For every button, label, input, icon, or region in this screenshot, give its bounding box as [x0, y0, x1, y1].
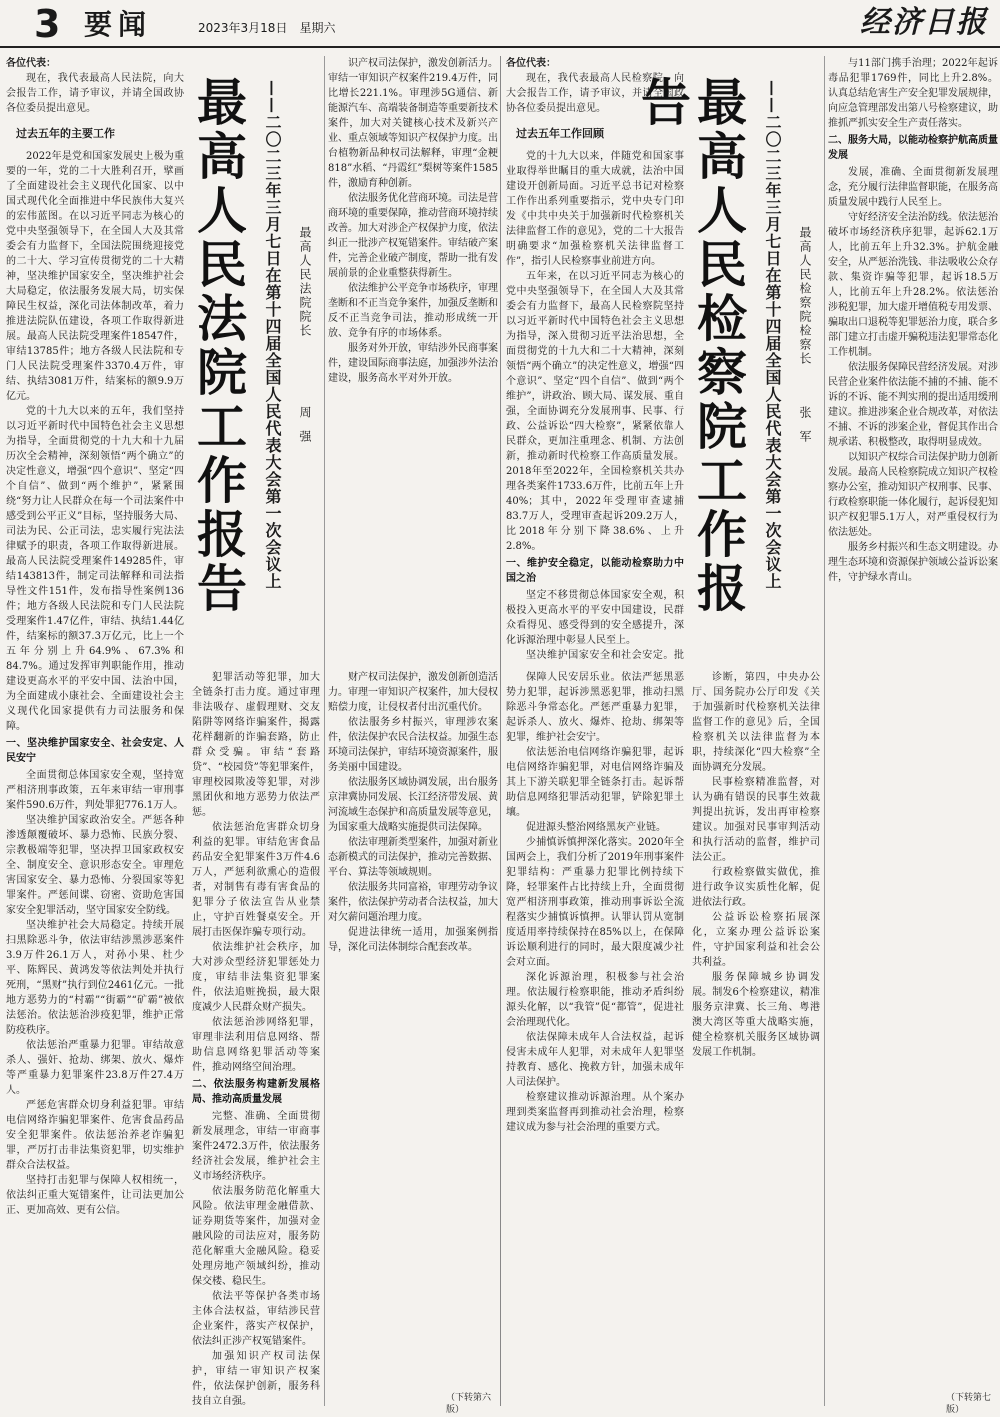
body-paragraph: 严惩危害群众切身利益犯罪。审结电信网络诈骗犯罪案件、危害食品药品安全犯罪案件。依法惩治养老诈骗犯罪，严厉打击非法集资犯罪，切实维护群众合法权益。	[6, 1100, 184, 1171]
body-paragraph: 少捕慎诉慎押深化落实。2020年全国两会上，我们分析了2019年刑事案件犯罪结构：严重暴力犯罪比例持续下降，轻罪案件占比持续上升，全面贯彻宽严相济刑事政策，推动刑事诉讼全流程落实少捕慎诉慎押。认罪认罚从宽制度适用率持续保持在85%以上，在保障诉讼顺利进行的同时，最大限度减少社会对立面。	[506, 837, 684, 968]
subheading: 二、服务大局，以能动检察护航高质量发展	[828, 135, 998, 161]
body-paragraph: 依法惩治严重暴力犯罪。审结故意杀人、强奸、抢劫、绑架、放火、爆炸等严重暴力犯罪案件23.8万件27.4万人。	[6, 1040, 184, 1096]
body-paragraph: 以知识产权综合司法保护助力创新发展。最高人民检察院成立知识产权检察办公室，推动知识产权刑事、民事、行政检察职能一体化履行，起诉侵犯知识产权犯罪5.1万人，对严重侵权行为依法惩处。	[828, 452, 998, 538]
body-paragraph: 依法审理新类型案件，加强对新业态新模式的司法保护，推动完善数据、平台、算法等领域规则。	[328, 837, 498, 878]
body-paragraph: 依法服务优化营商环境。司法是营商环境的重要保障，推动营商环境持续改善。加大对涉企产权保护力度，依法纠正一批涉产权冤错案件。审结破产案件，完善企业破产制度，帮助一批有发展前景的企业重整获得新生。	[328, 193, 498, 279]
body-paragraph: 依法服务防范化解重大风险。依法审理金融借款、证券期货等案件，加强对金融风险的司法应对，服务防范化解重大金融风险。稳妥处理房地产领域纠纷，推动保交楼、稳民生。	[192, 1186, 320, 1287]
article-column	[828, 56, 998, 1406]
body-paragraph: 坚持打击犯罪与保障人权相统一，依法纠正重大冤错案件，让司法更加公正、更加高效、更有公信。	[6, 1175, 184, 1216]
author-role: 最高人民检察院检察长	[798, 226, 812, 366]
body-paragraph: 服务保障城乡协调发展。制发6个检察建议，精准服务京津冀、长三角、粤港澳大湾区等重大战略实施，健全检察机关服务区域协调发展工作机制。	[692, 972, 820, 1058]
issue-date: 2023年3月18日 星期六	[198, 21, 336, 35]
body-paragraph: 识产权司法保护，激发创新活力。审结一审知识产权案件219.4万件，同比增长221.1%。审理涉5G通信、新能源汽车、高端装备制造等重要新技术案件，加大对关键核心技术及新兴产业、重点领域等知识产权保护力度。出台植物新品种权司法解释，审理“金粳818”水稻、“丹霞红”梨树等案件1585件，激励育种创新。	[328, 58, 498, 189]
body-paragraph: 现在，我代表最高人民检察院，向大会报告工作，请予审议，并请全国政协各位委员提出意见。	[506, 73, 684, 114]
continue-note: （下转第七版）	[946, 1393, 992, 1415]
newspaper-masthead: 经济日报	[860, 5, 988, 40]
body-paragraph: 依法保障未成年人合法权益，起诉侵害未成年人犯罪，对未成年人犯罪坚持教育、感化、挽救方针，加强未成年人司法保护。	[506, 1032, 684, 1088]
body-paragraph: 促进法律统一适用，加强案例指导，深化司法体制综合配套改革。	[328, 927, 498, 953]
body-paragraph: 党的十九大以来，伴随党和国家事业取得举世瞩目的重大成就，法治中国建设开创新局面。习近平总书记对检察工作作出系列重要指示，党中央专门印发《中共中央关于加强新时代检察机关法律监督工作的意见》，党的二十大报告明确要求“加强检察机关法律监督工作”，指引人民检察事业前进方向。	[506, 151, 684, 267]
article-subtitle: ——二〇二三年三月七日在第十四届全国人民代表大会第一次会议上	[763, 80, 782, 590]
body-paragraph: 现在，我代表最高人民法院，向大会报告工作，请予审议，并请全国政协各位委员提出意见。	[6, 73, 184, 114]
body-paragraph: 依法服务乡村振兴，审理涉农案件，依法保护农民合法权益。加强生态环境司法保护，审结环境资源案件，服务美丽中国建设。	[328, 717, 498, 773]
body-paragraph: 依法维护社会秩序，加大对涉众型经济犯罪惩处力度，审结非法集资犯罪案件，依法追赃挽损，最大限度减少人民群众财产损失。	[192, 942, 320, 1013]
body-paragraph: 诊断，第四，中央办公厅、国务院办公厅印发《关于加强新时代检察机关法律监督工作的意见》后，全国检察机关以法律监督为本职，持续深化“四大检察”全面协调充分发展。	[692, 672, 820, 773]
article-title: 最高人民法院工作报告	[189, 76, 247, 616]
body-paragraph: 发展，准确、全面贯彻新发展理念，充分履行法律监督职能，在服务高质量发展中践行人民至上。	[828, 167, 998, 208]
article-column	[6, 56, 184, 1406]
author-name: 张军	[798, 406, 812, 454]
page-number: 3	[34, 2, 61, 46]
subheading: 一、维护安全稳定，以能动检察助力中国之治	[506, 558, 684, 584]
body-paragraph: 依法服务保障民营经济发展。对涉民营企业案件依法能不捕的不捕、能不诉的不诉、能不判实刑的提出适用缓刑建议。推进涉案企业合规改革，对依法不捕、不诉的涉案企业，督促其作出合规承诺、积极整改，取得明显成效。	[828, 362, 998, 448]
body-paragraph: 民事检察精准监督，对认为确有错误的民事生效裁判提出抗诉，发出再审检察建议。加强对民事审判活动和执行活动的监督，维护司法公正。	[692, 777, 820, 863]
body-paragraph: 依法平等保护各类市场主体合法权益，审结涉民营企业案件，落实产权保护，依法纠正涉产权冤错案件。	[192, 1291, 320, 1347]
salutation: 各位代表：	[6, 58, 56, 69]
body-paragraph: 2022年是党和国家发展史上极为重要的一年，党的二十大胜利召开，擘画了全面建设社会主义现代化国家、以中国式现代化全面推进中华民族伟大复兴的宏伟蓝图。在以习近平同志为核心的党中央坚强领导下，在全国人大及其常委会有力监督下，全国法院围绕迎接党的二十大、学习宣传贯彻党的二十大精神，坚决维护国家安全，坚决维护社会大局稳定，依法服务发展大局，切实保障民生权益，深化司法体制改革，着力推进法院队伍建设，各项工作取得新进展。最高人民法院受理案件18547件，审结13785件；地方各级人民法院和专门人民法院受理案件3370.4万件，审结、执结3081万件，结案标的额9.9万亿元。	[6, 151, 184, 402]
body-paragraph: 服务乡村振兴和生态文明建设。办理生态环境和资源保护领域公益诉讼案件，守护绿水青山。	[828, 542, 998, 583]
article-column	[506, 670, 684, 1406]
section-name: 要闻	[84, 8, 153, 41]
body-paragraph: 依法维护公平竞争市场秩序，审理垄断和不正当竞争案件，加强反垄断和反不正当竞争司法，推动形成统一开放、竞争有序的市场体系。	[328, 283, 498, 339]
article-column	[192, 670, 320, 1406]
author-name: 周强	[298, 406, 312, 454]
article-divider	[500, 56, 501, 1406]
section-heading: 过去五年的主要工作	[16, 127, 115, 140]
body-paragraph: 五年来，在以习近平同志为核心的党中央坚强领导下，在全国人大及其常委会有力监督下，最高人民检察院坚持以习近平新时代中国特色社会主义思想为指导，深入贯彻习近平法治思想，全面贯彻党的十九大和二十大精神，深刻领悟“两个确立”的决定性意义，增强“四个意识”、坚定“四个自信”、做到“两个维护”，讲政治、顾大局、谋发展、重自强，全面协调充分发展刑事、民事、行政、公益诉讼“四大检察”，紧紧依靠人民群众，更加注重理念、机制、方法创新，推动新时代检察工作高质量发展。2018年至2022年，全国检察机关共办理各类案件1733.6万件，比前五年上升40%；其中，2022年受理审查逮捕83.7万人，受理审查起诉209.2万人，比2018年分别下降38.6%、上升2.8%。	[506, 271, 684, 552]
body-paragraph: 守好经济安全法治防线。依法惩治破坏市场经济秩序犯罪，起诉62.1万人，比前五年上升32.3%。护航金融安全，从严惩治洗钱、非法吸收公众存款、集资诈骗等犯罪，起诉18.5万人，比前五年上升28.2%。依法惩治涉税犯罪，加大虚开增值税专用发票、骗取出口退税等犯罪惩治力度，联合多部门建立打击虚开骗税违法犯罪常态化工作机制。	[828, 212, 998, 358]
article-column	[328, 56, 498, 662]
page-header	[0, 0, 1000, 48]
body-paragraph: 坚定不移贯彻总体国家安全观，积极投入更高水平的平安中国建设，民群众看得见、感受得到的安全感提升，深化诉源治理中彰显人民至上。	[506, 590, 684, 646]
subheading: 二、依法服务构建新发展格局、推动高质量发展	[192, 1079, 320, 1105]
article-column	[692, 670, 820, 1390]
body-paragraph: 财产权司法保护，激发创新创造活力。审理一审知识产权案件，加大侵权赔偿力度，让侵权者付出沉重代价。	[328, 672, 498, 713]
procuratorate-report-article	[506, 56, 1000, 1415]
article-column	[328, 670, 498, 1390]
article-column	[506, 56, 684, 662]
title-block	[633, 56, 820, 666]
body-paragraph: 党的十九大以来的五年，我们坚持以习近平新时代中国特色社会主义思想为指导，全面贯彻党的十九大和十九届历次全会精神，深刻领悟“两个确立”的决定性意义，增强“四个意识”、坚定“四个自信”、做到“两个维护”，紧紧围绕“努力让人民群众在每一个司法案件中感受到公平正义”目标，坚持服务大局、司法为民、公正司法，忠实履行宪法法律赋予的职责，各项工作取得新进展。最高人民法院受理案件149285件，审结143813件，制定司法解释和司法指导性文件151件，发布指导性案例136件；地方各级人民法院和专门人民法院受理案件1.47亿件，审结、执结1.44亿件，结案标的额37.3万亿元，比上一个五年分别上升64.9%、67.3%和84.7%。通过发挥审判职能作用，推动建设更高水平的平安中国、法治中国，为全面建成小康社会、全面建设社会主义现代化国家提供有力司法服务和保障。	[6, 406, 184, 732]
body-paragraph: 犯罪活动等犯罪，加大全链条打击力度。通过审理非法吸存、虚假理财、交友陷阱等网络诈骗案件，揭露花样翻新的诈骗套路，防止群众受骗。审结“套路贷”、“校园贷”等犯罪案件，审理校园欺凌等犯罪，对涉黑团伙和地方恶势力依法严惩。	[192, 672, 320, 818]
body-paragraph: 坚决维护国家安全和社会安定。批	[526, 650, 684, 661]
column-rule	[824, 56, 825, 1406]
body-paragraph: 依法惩治涉网络犯罪，审理非法利用信息网络、帮助信息网络犯罪活动等案件，推动网络空间治理。	[192, 1017, 320, 1073]
body-paragraph: 加强知识产权司法保护，审结一审知识产权案件，依法保护创新，服务科技自立自强。	[192, 1351, 320, 1406]
body-paragraph: 服务对外开放，审结涉外民商事案件，建设国际商事法庭，加强涉外法治建设，服务高水平对外开放。	[328, 343, 498, 384]
body-paragraph: 检察建议推动诉源治理。从个案办理到类案监督再到推动社会治理，检察建议成为参与社会治理的重要方式。	[506, 1092, 684, 1133]
continue-note: （下转第六版）	[446, 1393, 492, 1415]
body-paragraph: 坚决维护社会大局稳定。持续开展扫黑除恶斗争，依法审结涉黑涉恶案件3.9万件26.1万人，对孙小果、杜少平、陈辉民、黄鸿发等依法判处并执行死刑，“黑财”执行到位2461亿元。一批地方恶势力的“村霸”“街霸”“矿霸”被依法惩治。依法惩治涉疫犯罪，维护正常防疫秩序。	[6, 920, 184, 1036]
subheading: 一、坚决维护国家安全、社会安定、人民安宁	[6, 738, 184, 764]
article-subtitle: ——二〇二三年三月七日在第十四届全国人民代表大会第一次会议上	[263, 80, 282, 590]
body-paragraph: 公益诉讼检察拓展深化，立案办理公益诉讼案件，守护国家利益和社会公共利益。	[692, 912, 820, 968]
body-paragraph: 依法服务区域协调发展，出台服务京津冀协同发展、长江经济带发展、黄河流域生态保护和高质量发展等意见，为国家重大战略实施提供司法保障。	[328, 777, 498, 833]
body-paragraph: 保障人民安居乐业。依法严惩黑恶势力犯罪，起诉涉黑恶犯罪，推动扫黑除恶斗争常态化。严惩严重暴力犯罪，起诉杀人、放火、爆炸、抢劫、绑架等犯罪，维护社会安宁。	[506, 672, 684, 743]
title-block	[190, 56, 320, 666]
body-paragraph: 行政检察做实做优，推进行政争议实质性化解，促进依法行政。	[692, 867, 820, 908]
article-title: 最高人民检察院工作报告	[633, 76, 747, 616]
body-paragraph: 依法服务共同富裕，审理劳动争议案件，依法保护劳动者合法权益，加大对欠薪问题治理力度。	[328, 882, 498, 923]
body-paragraph: 坚决维护国家政治安全。严惩各种渗透颠覆破坏、暴力恐怖、民族分裂、宗教极端等犯罪，坚决捍卫国家政权安全、制度安全、意识形态安全。审理危害国家安全、暴力恐怖、分裂国家等犯罪案件。严惩间谍、窃密、资助危害国家安全犯罪活动，坚守国家安全防线。	[6, 815, 184, 916]
column-rule	[324, 56, 325, 1406]
salutation: 各位代表：	[506, 58, 556, 69]
body-paragraph: 全面贯彻总体国家安全观，坚持宽严相济刑事政策，五年来审结一审刑事案件590.6万件，判处罪犯776.1万人。	[6, 770, 184, 811]
court-report-article	[6, 56, 501, 1415]
body-paragraph: 完整、准确、全面贯彻新发展理念，审结一审商事案件2472.3万件，依法服务经济社会发展，维护社会主义市场经济秩序。	[192, 1111, 320, 1182]
section-heading: 过去五年工作回顾	[516, 127, 604, 140]
body-paragraph: 与11部门携手治理；2022年起诉毒品犯罪1769件，同比上升2.8%。认真总结危害生产安全犯罪发展规律，向应急管理部发出第八号检察建议，助推抓严抓实安全生产责任落实。	[828, 58, 998, 129]
body-paragraph: 依法惩治电信网络诈骗犯罪，起诉电信网络诈骗犯罪，对电信网络诈骗及其上下游关联犯罪全链条打击。起诉帮助信息网络犯罪活动犯罪，铲除犯罪土壤。	[506, 747, 684, 818]
author-role: 最高人民法院院长	[298, 226, 312, 338]
body-paragraph: 深化诉源治理，积极参与社会治理。依法履行检察职能，推动矛盾纠纷源头化解，以“我管”促“都管”，促进社会治理现代化。	[506, 972, 684, 1028]
body-paragraph: 促进源头整治网络黑灰产业链。	[526, 822, 666, 833]
body-paragraph: 依法惩治危害群众切身利益的犯罪。审结危害食品药品安全犯罪案件3万件4.6万人，严惩利欲熏心的造假者，对制售有毒有害食品的犯罪分子依法宣告从业禁止，守护百姓餐桌安全。开展打击医保诈骗专项行动。	[192, 822, 320, 938]
